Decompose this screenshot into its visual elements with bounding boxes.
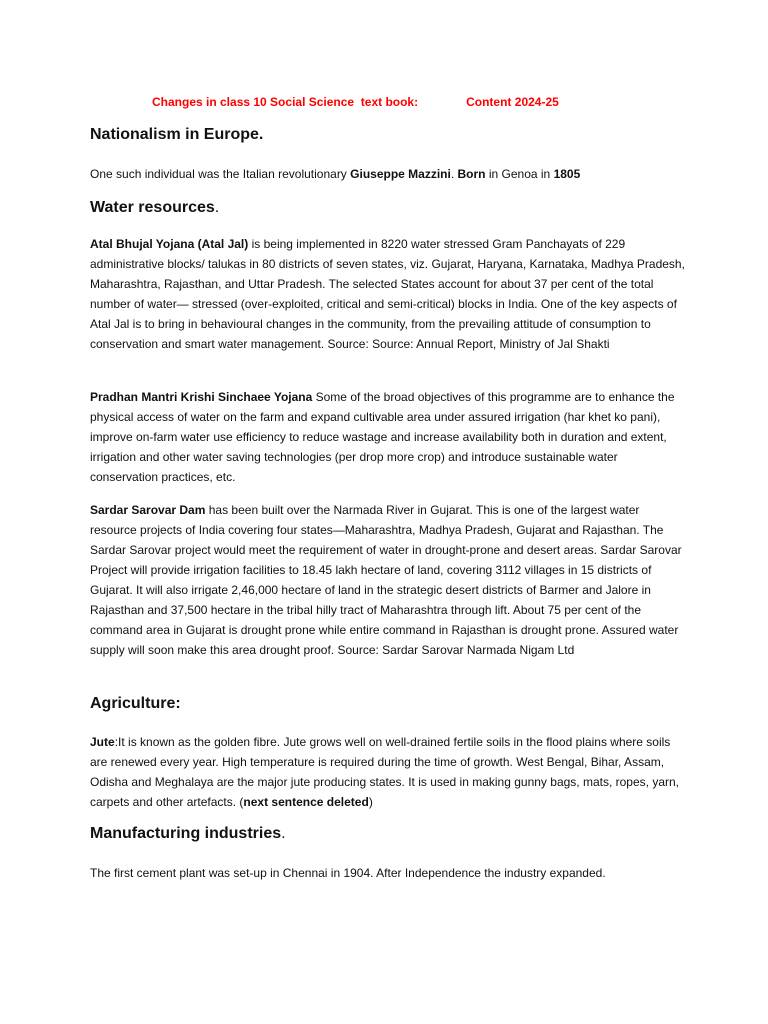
section-title-nationalism: Nationalism in Europe. [90, 126, 264, 143]
paragraph-sardar-sarovar: Sardar Sarovar Dam has been built over the Narmada River in Gujarat. This is one of the largest water resource projects of India covering four states—Maharashtra, Madhya Pradesh, Gujarat and Rajasthan. The Sardar Sarovar project would meet the requirement of water in drought-prone and desert areas. Sardar Sarovar Project will provide irrigation facilities to 18.45 lakh hectare of land, covering 3112 villages in 15 districts of Gujarat. It will also irrigate 2,46,000 hectare of land in the strategic desert districts of Barmer and Jalore in Rajasthan and 37,500 hectare in the tribal hilly tract of Maharashtra through lift. About 75 per cent of the command area in Gujarat is drought prone while entire command in Rajasthan is drought prone. Assured water supply will soon make this area drought proof. Source: Sardar Sarovar Narmada Nigam Ltd [90, 503, 682, 657]
paragraph-jute: Jute:It is known as the golden fibre. Jute grows well on well-drained fertile soils in the flood plains where soils are renewed every year. High temperature is required during the time of growth. West Bengal, Bihar, Assam, Odisha and Meghalaya are the major jute producing states. It is used in making gunny bags, mats, ropes, yarn, carpets and other artefacts. (next sentence deleted) [90, 735, 679, 809]
header-title: Changes in class 10 Social Science text book: [152, 95, 419, 109]
paragraph-atal-jal: Atal Bhujal Yojana (Atal Jal) is being implemented in 8220 water stressed Gram Panchayats of 229 administrative blocks/ talukas in 80 districts of seven states, viz. Gujarat, Haryana, Karnataka, Madhya Pradesh, Maharashtra, Rajasthan, and Uttar Pradesh. The selected States account for about 37 per cent of the total number of water— stressed (over-exploited, critical and semi-critical) blocks in India. One of the key aspects of Atal Jal is to bring in behavioural changes in the community, from the prevailing attitude of consumption to conservation and smart water management. Source: Source: Annual Report, Ministry of Jal Shakti [90, 237, 685, 351]
paragraph-mazzini: One such individual was the Italian revolutionary Giuseppe Mazzini. Born in Genoa in 1805 [90, 167, 581, 181]
header-content-year: Content 2024-25 [466, 95, 559, 109]
section-title-water-resources: Water resources. [90, 199, 220, 216]
page-header [152, 95, 559, 109]
paragraph-cement-plant: The first cement plant was set-up in Chennai in 1904. After Independence the industry expanded. [90, 866, 606, 880]
section-title-manufacturing: Manufacturing industries. [90, 825, 286, 842]
paragraph-pmksy: Pradhan Mantri Krishi Sinchaee Yojana Some of the broad objectives of this programme are to enhance the physical access of water on the farm and expand cultivable area under assured irrigation (har khet ko pani), improve on-farm water use efficiency to reduce wastage and increase availability both in duration and extent, irrigation and other water saving technologies (per drop more crop) and introduce sustainable water conservation practices, etc. [90, 390, 675, 484]
section-title-agriculture: Agriculture: [90, 695, 181, 712]
